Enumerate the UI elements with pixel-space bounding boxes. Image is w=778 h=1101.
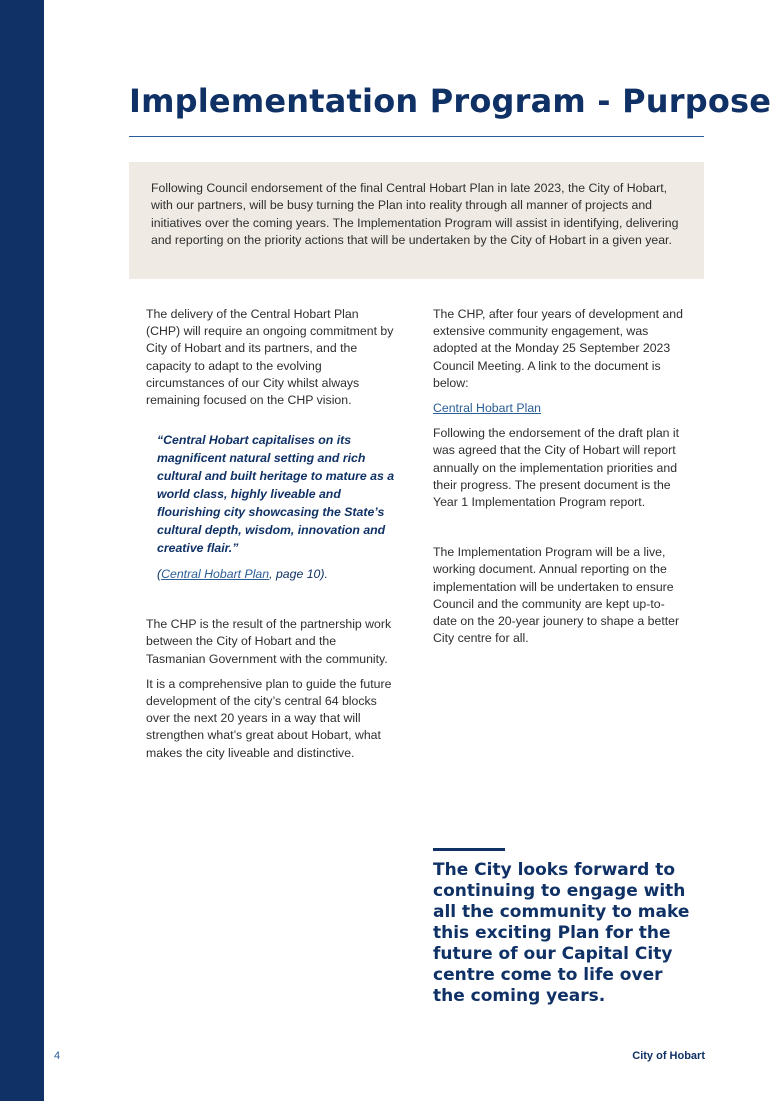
quote-source-rest: , page 10).: [269, 567, 328, 582]
left-column: [146, 306, 396, 762]
vision-quote: [157, 431, 397, 581]
side-color-bar: [0, 0, 44, 1101]
quote-source: [157, 567, 397, 581]
intro-text: Following Council endorsement of the final Central Hobart Plan in late 2023, the City of Hobart, with our partners, will be busy turning the Plan into reality through all manner of projects and initiatives over the coming years. The Implementation Program will assist in identifying, delivering and reporting on the priority actions that will be undertaken by the City of Hobart in a given year.: [151, 181, 679, 247]
vision-quote-text: “Central Hobart capitalises on its magnificent natural setting and rich cultural and built heritage to mature as a world class, highly liveable and flourishing city showcasing the State’s cultural depth, wisdom, innovation and creative flair.”: [157, 433, 395, 556]
left-paragraph-comprehensive: It is a comprehensive plan to guide the future development of the city’s central 64 blocks over the next 20 years in a way that will strengthen what’s great about Hobart, what makes the city liveable and distinctive.: [146, 676, 392, 760]
right-paragraph-living-document: The Implementation Program will be a live, working document. Annual reporting on the implementation will be undertaken to ensure Council and the community are kept up-to-date on the 20-year jounery to shape a better City centre for all.: [433, 545, 680, 646]
left-paragraph-delivery: The delivery of the Central Hobart Plan (CHP) will require an ongoing commitment by City of Hobart and its partners, and the capacity to adapt to the evolving circumstances of our City whilst always remaining focused on the CHP vision.: [146, 307, 394, 408]
central-hobart-plan-link-para: [433, 400, 688, 417]
quote-source-open: (: [157, 567, 162, 582]
callout-statement: The City looks forward to continuing to engage with all the community to make this exciting Plan for the future of our Capital City centre come to life over the coming years.: [433, 860, 690, 1006]
quote-source-link[interactable]: Central Hobart Plan: [161, 567, 270, 582]
callout-accent-line: [433, 848, 505, 851]
footer-brand: City of Hobart: [632, 1050, 705, 1062]
page-title: Implementation Program - Purpose: [129, 82, 772, 120]
right-paragraph-endorsement: Following the endorsement of the draft plan it was agreed that the City of Hobart will report annually on the implementation priorities and their progress. The present document is the Year 1 Implementation Program report.: [433, 426, 680, 510]
right-column: [433, 306, 688, 647]
left-paragraph-partnership: The CHP is the result of the partnership work between the City of Hobart and the Tasmanian Government with the community.: [146, 617, 392, 666]
intro-box: [129, 162, 704, 279]
title-divider: [129, 136, 704, 137]
central-hobart-plan-link[interactable]: Central Hobart Plan: [433, 401, 541, 416]
page-number: 4: [54, 1050, 61, 1062]
right-paragraph-adoption: The CHP, after four years of development and extensive community engagement, was adopted at the Monday 25 September 2023 Council Meeting. A link to the document is below:: [433, 307, 683, 390]
